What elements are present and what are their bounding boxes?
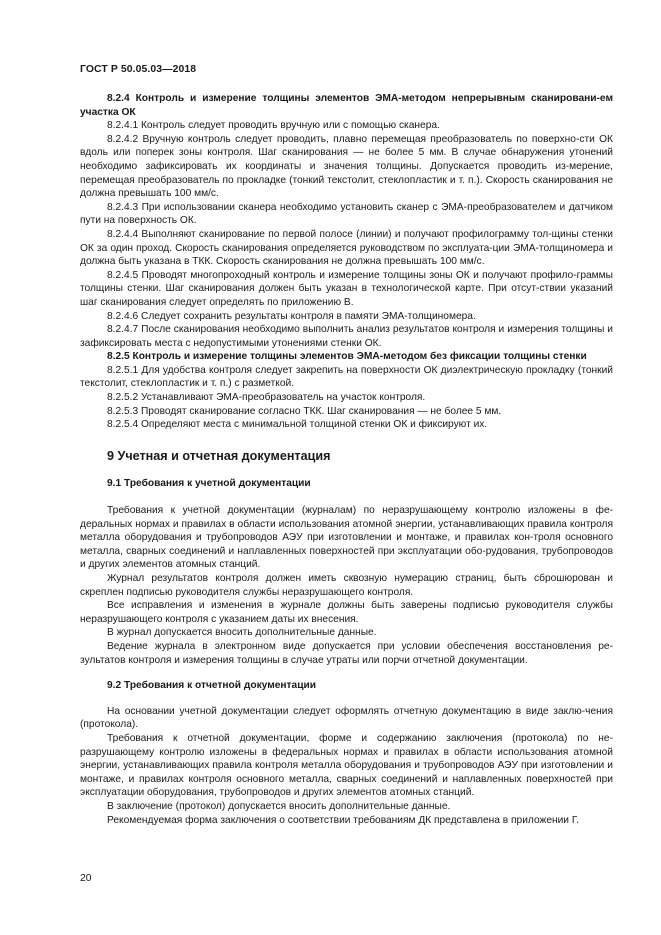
paragraph-8-2-4-5: 8.2.4.5 Проводят многопроходный контроль и измерение толщины зоны ОК и получают профило-граммы толщины стенки. Шаг сканирования должен быть указан в технологической карте. При отсут-ствии указаний шаг сканирования следует определять по приложению В. [80,269,613,308]
paragraph-8-2-4-7: 8.2.4.7 После сканирования необходимо выполнить анализ результатов контроля и измерения толщины и зафиксировать места с недопустимыми утонениями стенки ОК. [80,324,613,349]
paragraph-9-2-4: Рекомендуемая форма заключения о соответствии требованиям ДК представлена в приложении Г. [107,814,579,826]
section-9-1-heading: 9.1 Требования к учетной документации [107,478,311,490]
page-body [80,92,613,827]
paragraph-9-1-1: Требования к учетной документации (журналам) по неразрушающему контролю изложены в фе-деральных нормах и правилах в области использования атомной энергии, устанавливающих правила контроля металла оборудования и трубопроводов АЭУ при изготовлении и монтаже, и правилах кон-троля основного металла, сварных соединений и наплавленных поверхностей при эксплуатации обо-рудования, трубопроводов и других элементов атомных станций. [80,505,613,571]
paragraph-8-2-5-1: 8.2.5.1 Для удобства контроля следует закрепить на поверхности ОК диэлектрическую прокладку (тонкий текстолит, стеклопластик и т. п.) с разметкой. [80,364,613,390]
paragraph-9-2-1: На основании учетной документации следует оформлять отчетную документацию в виде заклю-чения (протокола). [80,705,613,731]
paragraph-8-2-5-3: 8.2.5.3 Проводят сканирование согласно ТКК. Шаг сканирования — не более 5 мм. [107,405,502,417]
paragraph-9-1-4: В журнал допускается вносить дополнительные данные. [107,627,377,639]
paragraph-8-2-4-6: 8.2.4.6 Следует сохранить результаты контроля в памяти ЭМА-толщиномера. [107,310,476,322]
paragraph-8-2-5-2: 8.2.5.2 Устанавливают ЭМА-преобразователь на участок контроля. [107,392,426,404]
paragraph-9-1-2: Журнал результатов контроля должен иметь сквозную нумерацию страниц, быть сброшюрован и скреплен подписью руководителя службы неразрушающего контроля. [80,573,613,598]
section-9-heading: 9 Учетная и отчетная документация [107,448,331,463]
paragraph-9-1-5: Ведение журнала в электронном виде допускается при условии обеспечения восстановления ре-зультатов контроля и измерения толщины в случае утраты или порчи отчетной документации. [80,640,613,666]
paragraph-9-1-3: Все исправления и изменения в журнале должны быть заверены подписью руководителя службы неразрушающего контроля с указанием даты их внесения. [80,600,613,625]
paragraph-8-2-4-3: 8.2.4.3 При использовании сканера необходимо установить сканер с ЭМА-преобразователем и датчиком пути на поверхность ОК. [80,201,613,227]
section-8-2-5-title: 8.2.5 Контроль и измерение толщины элементов ЭМА-методом без фиксации толщины стенки [107,351,587,363]
page-number: 20 [80,873,92,884]
paragraph-9-2-2: Требования к отчетной документации, форме и содержанию заключения (протокола) по не-разрушающему контролю изложены в федеральных нормах и правилах в области использования атомной энергии, устанавливающих правила контроля металла оборудования и трубопроводов АЭУ при изготовлении и монтаже, и правилах контроля основного металла, сварных соединений и наплавленных поверхностей при эксплуатации оборудования, трубопроводов и других элементов атомных станций. [80,732,613,799]
section-9-2-heading: 9.2 Требования к отчетной документации [107,680,316,692]
paragraph-8-2-4-4: 8.2.4.4 Выполняют сканирование по первой полосе (линии) и получают профилограмму тол-щины стенки ОК за один проход. Скорость сканирования определяется руководством по эксплуата-ции ЭМА-толщиномера и должна быть указана в ТКК. Скорость сканирования не должна превышать 100 мм/с. [80,228,613,268]
section-8-2-4-title: 8.2.4 Контроль и измерение толщины элементов ЭМА-методом непрерывным сканировани-ем участка ОК [80,93,613,118]
document-header: ГОСТ Р 50.05.03—2018 [80,64,197,75]
paragraph-9-2-3: В заключение (протокол) допускается вносить дополнительные данные. [107,800,451,812]
paragraph-8-2-5-4: 8.2.5.4 Определяют места с минимальной толщиной стенки ОК и фиксируют их. [107,419,488,431]
paragraph-8-2-4-1: 8.2.4.1 Контроль следует проводить вручную или с помощью сканера. [107,120,440,132]
paragraph-8-2-4-2: 8.2.4.2 Вручную контроль следует проводить, плавно перемещая преобразователь по поверхно-сти ОК вдоль или поперек зоны контроля. Шаг сканирования — не более 5 мм. В случае обнаружения утонений необходимо зафиксировать их координаты и значения толщины. Допускается проводить из-мерение, перемещая преобразователь по прокладке (тонкий текстолит, стеклопластик и т. п.). Скорость сканирования не должна превышать 100 мм/с. [80,133,613,200]
